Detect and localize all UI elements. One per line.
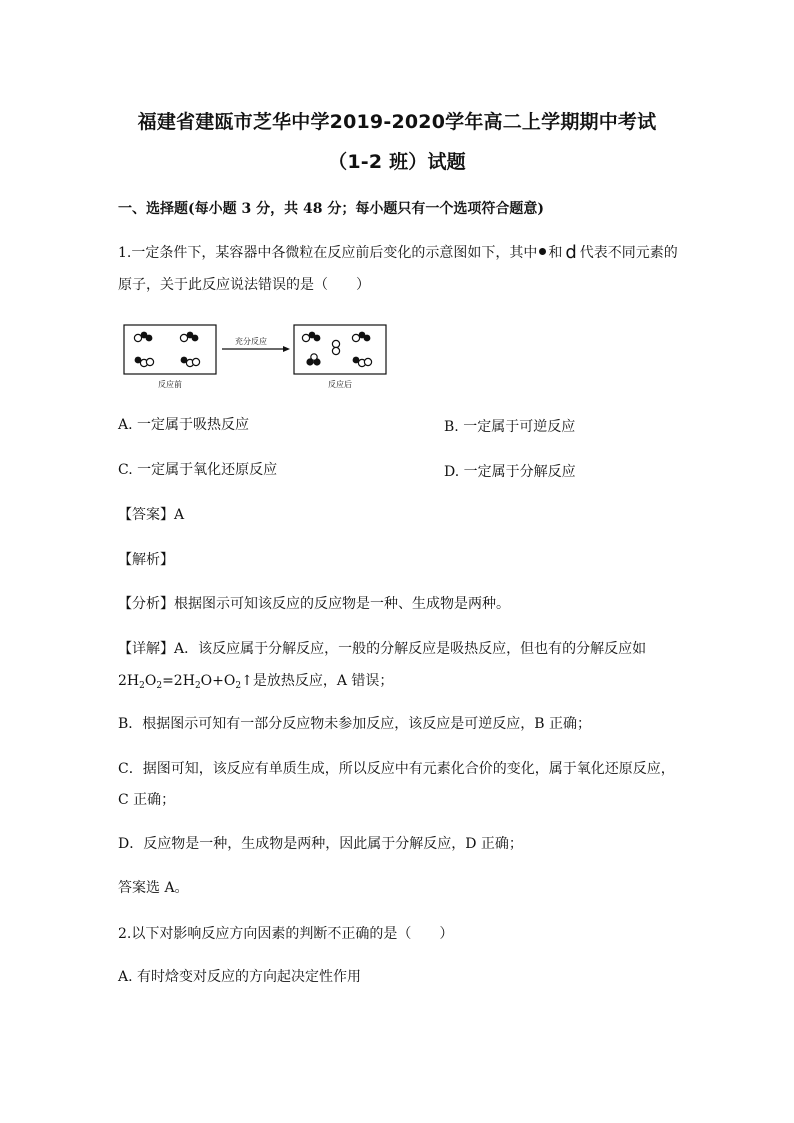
before-box <box>124 325 216 374</box>
q1-detail-a-tail: 是放热反应，A 错误； <box>252 673 394 689</box>
q1-stem-part-c: 代表不同元素的 <box>579 245 678 261</box>
q1-stem-part-b: 和 <box>548 245 563 261</box>
q1-option-c: C. 一定属于氧化还原反应 <box>118 462 278 478</box>
q1-fenxi: 【分析】根据图示可知该反应的反应物是一种、生成物是两种。 <box>118 596 510 612</box>
q1-conclusion: 答案选 A。 <box>118 880 189 896</box>
q1-stem-line2: 原子，关于此反应说法错误的是（ ） <box>118 277 370 293</box>
q1-stem-part-a: 1.一定条件下，某容器中各微粒在反应前后变化的示意图如下，其中 <box>118 245 538 261</box>
arrow-head-icon <box>283 346 290 352</box>
q1-option-b: B. 一定属于可逆反应 <box>444 419 576 435</box>
after-label: 反应后 <box>328 380 352 389</box>
title-line-1: 福建省建瓯市芝华中学2019-2020学年高二上学期期中考试 <box>137 111 657 133</box>
q1-detail-a-line2 <box>118 672 393 695</box>
q1-analysis-heading: 【解析】 <box>118 552 174 568</box>
q1-answer: 【答案】A <box>118 507 185 523</box>
atom-symbol-d: d <box>565 242 577 263</box>
q1-option-d: D. 一定属于分解反应 <box>444 464 576 480</box>
after-box <box>294 325 386 374</box>
arrow-label: 充分反应 <box>235 337 267 346</box>
q1-option-a: A. 一定属于吸热反应 <box>118 417 250 433</box>
title-line-2: （1-2 班）试题 <box>328 151 466 173</box>
before-label: 反应前 <box>158 380 182 389</box>
section-heading: 一、选择题(每小题 3 分，共 48 分；每小题只有一个选项符合题意) <box>118 201 544 217</box>
q1-detail-c-line2: C 正确； <box>118 792 176 808</box>
q2-stem: 2.以下对影响反应方向因素的判断不正确的是（ ） <box>118 926 454 942</box>
q1-detail-a-line1: 【详解】A．该反应属于分解反应，一般的分解反应是吸热反应，但也有的分解反应如 <box>118 641 647 657</box>
q1-stem-line1 <box>118 244 678 262</box>
q2-option-a: A. 有时焓变对反应的方向起决定性作用 <box>118 969 362 985</box>
q1-detail-d: D．反应物是一种，生成物是两种，因此属于分解反应，D 正确； <box>118 836 523 852</box>
q1-detail-c-line1: C．据图可知，该反应有单质生成，所以反应中有元素化合价的变化，属于氧化还原反应， <box>118 761 675 777</box>
equation: $2H_2O_2=2H_2O+O_2↑$ <box>118 673 253 691</box>
q1-detail-b: B．根据图示可知有一部分反应物未参加反应，该反应是可逆反应，B 正确； <box>118 716 592 732</box>
reaction-diagram <box>118 320 388 392</box>
black-atom-icon <box>539 248 546 255</box>
